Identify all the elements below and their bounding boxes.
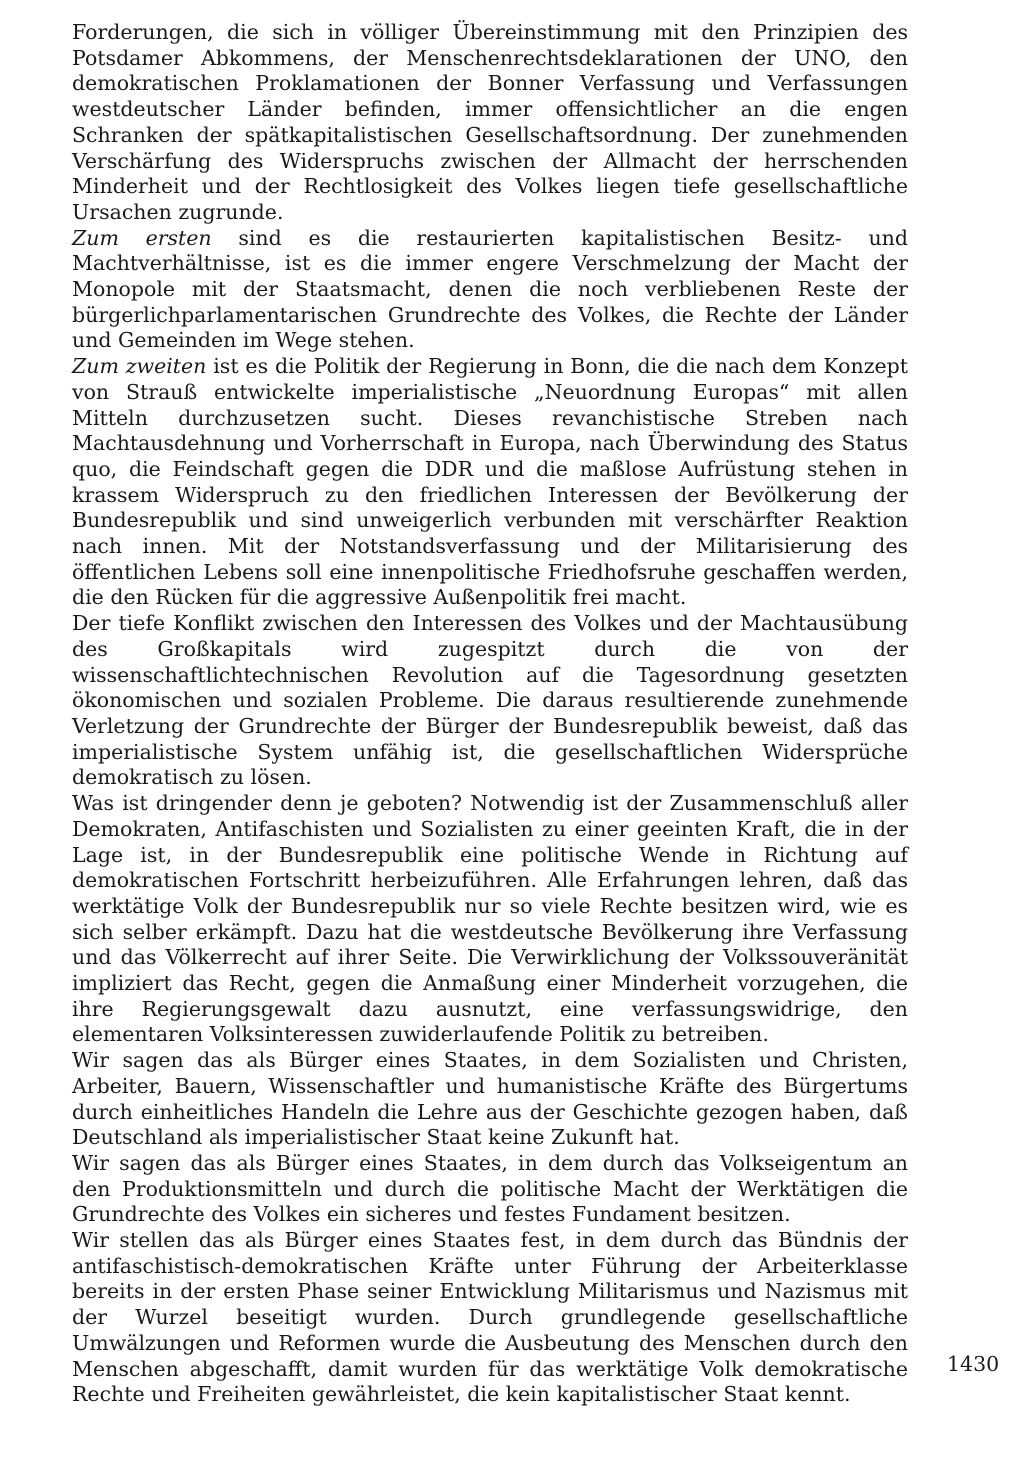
paragraph-text: sind es die restaurierten kapitalistischen Besitz- und Machtverhältnisse, ist es die immer engere Verschmelzung der Macht der Monopole mit der Staatsmacht, denen die noch verbliebenen Reste der bürgerlichparlamentarischen Grundrechte des Volkes, die Rechte der Länder und Gemeinden im Wege stehen. <box>72 225 908 353</box>
paragraph-text: Wir sagen das als Bürger eines Staates, in dem Sozialisten und Christen, Arbeiter, Bauern, Wissenschaftler und humanistische Kräfte des Bürgertums durch einheitliches Handeln die Lehre aus der Geschichte gezogen haben, daß Deutschland als imperialistischer Staat keine Zukunft hat. <box>72 1048 908 1150</box>
paragraph-5 <box>72 791 908 1048</box>
paragraph-text: Forderungen, die sich in völliger Übereinstimmung mit den Prinzipien des Potsdamer Abkommens, der Menschenrechtsdeklarationen der UNO, den demokratischen Proklamationen der Bonner Verfassung und Verfassungen westdeutscher Länder befinden, immer offensichtlicher an die engen Schranken der spätkapitalistischen Gesellschaftsordnung. Der zunehmenden Verschärfung des Widerspruchs zwischen der Allmacht der herrschenden Minderheit und der Rechtlosigkeit des Volkes liegen tiefe gesellschaftliche Ursachen zugrunde. <box>72 20 908 224</box>
paragraph-lead: Zum zweiten <box>72 354 207 379</box>
paragraph-text: ist es die Politik der Regierung in Bonn, die die nach dem Konzept von Strauß entwickelte imperialistische „Neuordnung Europas“ mit allen Mitteln durchzusetzen sucht. Dieses revanchistische Streben nach Machtausdehnung und Vorherrschaft in Europa, nach Überwindung des Status quo, die Feindschaft gegen die DDR und die maßlose Aufrüstung stehen in krassem Widerspruch zu den friedlichen Interessen der Bevölkerung der Bundesrepublik und sind unweigerlich verbunden mit verschärfter Reaktion nach innen. Mit der Notstandsverfassung und der Militarisierung des öffentlichen Lebens soll eine innenpolitische Friedhofsruhe geschaffen werden, die den Rücken für die aggressive Außenpolitik frei macht. <box>72 354 909 610</box>
paragraph-text: Wir stellen das als Bürger eines Staates fest, in dem durch das Bündnis der antifaschistisch-demokratischen Kräfte unter Führung der Arbeiterklasse bereits in der ersten Phase seiner Entwicklung Militarismus und Nazismus mit der Wurzel beseitigt wurden. Durch grundlegende gesellschaftliche Umwälzungen und Reformen wurde die Ausbeutung des Menschen durch den Menschen abgeschafft, damit wurden für das werktätige Volk demokratische Rechte und Freiheiten gewährleistet, die kein kapitalistischer Staat kennt. <box>72 1228 908 1407</box>
paragraph-2 <box>72 226 908 355</box>
paragraph-text: Der tiefe Konflikt zwischen den Interessen des Volkes und der Machtausübung des Großkapitals wird zugespitzt durch die von der wissenschaftlichtechnischen Revolution auf die Tagesordnung gesetzten ökonomischen und sozialen Probleme. Die daraus resultierende zunehmende Verletzung der Grundrechte der Bürger der Bundesrepublik beweist, daß das imperialistische System unfähig ist, die gesellschaftlichen Widersprüche demokratisch zu lösen. <box>72 611 908 790</box>
paragraph-7 <box>72 1151 908 1228</box>
paragraph-text: Was ist dringender denn je geboten? Notwendig ist der Zusammenschluß aller Demokraten, Antifaschisten und Sozialisten zu einer geeinten Kraft, die in der Lage ist, in der Bundesrepublik eine politische Wende in Richtung auf demokratischen Fortschritt herbeizuführen. Alle Erfahrungen lehren, daß das werktätige Volk der Bundesrepublik nur so viele Rechte besitzen wird, wie es sich selber erkämpft. Dazu hat die westdeutsche Bevölkerung ihre Verfassung und das Völkerrecht auf ihrer Seite. Die Verwirklichung der Volkssouveränität impliziert das Recht, gegen die Anmaßung einer Minderheit vorzugehen, die ihre Regierungsgewalt dazu ausnutzt, eine verfassungswidrige, den elementaren Volksinteressen zuwiderlaufende Politik zu betreiben. <box>72 791 908 1047</box>
paragraph-6 <box>72 1048 908 1151</box>
paragraph-lead: Zum ersten <box>72 225 212 250</box>
paragraph-3 <box>72 354 908 611</box>
paragraph-1 <box>72 20 908 226</box>
page-number: 1430 <box>947 1352 1000 1376</box>
document-body <box>72 20 908 1408</box>
paragraph-8 <box>72 1228 908 1408</box>
paragraph-text: Wir sagen das als Bürger eines Staates, in dem durch das Volkseigentum an den Produktionsmitteln und durch die politische Macht der Werktätigen die Grundrechte des Volkes ein sicheres und festes Fundament besitzen. <box>72 1150 908 1227</box>
paragraph-4 <box>72 611 908 791</box>
